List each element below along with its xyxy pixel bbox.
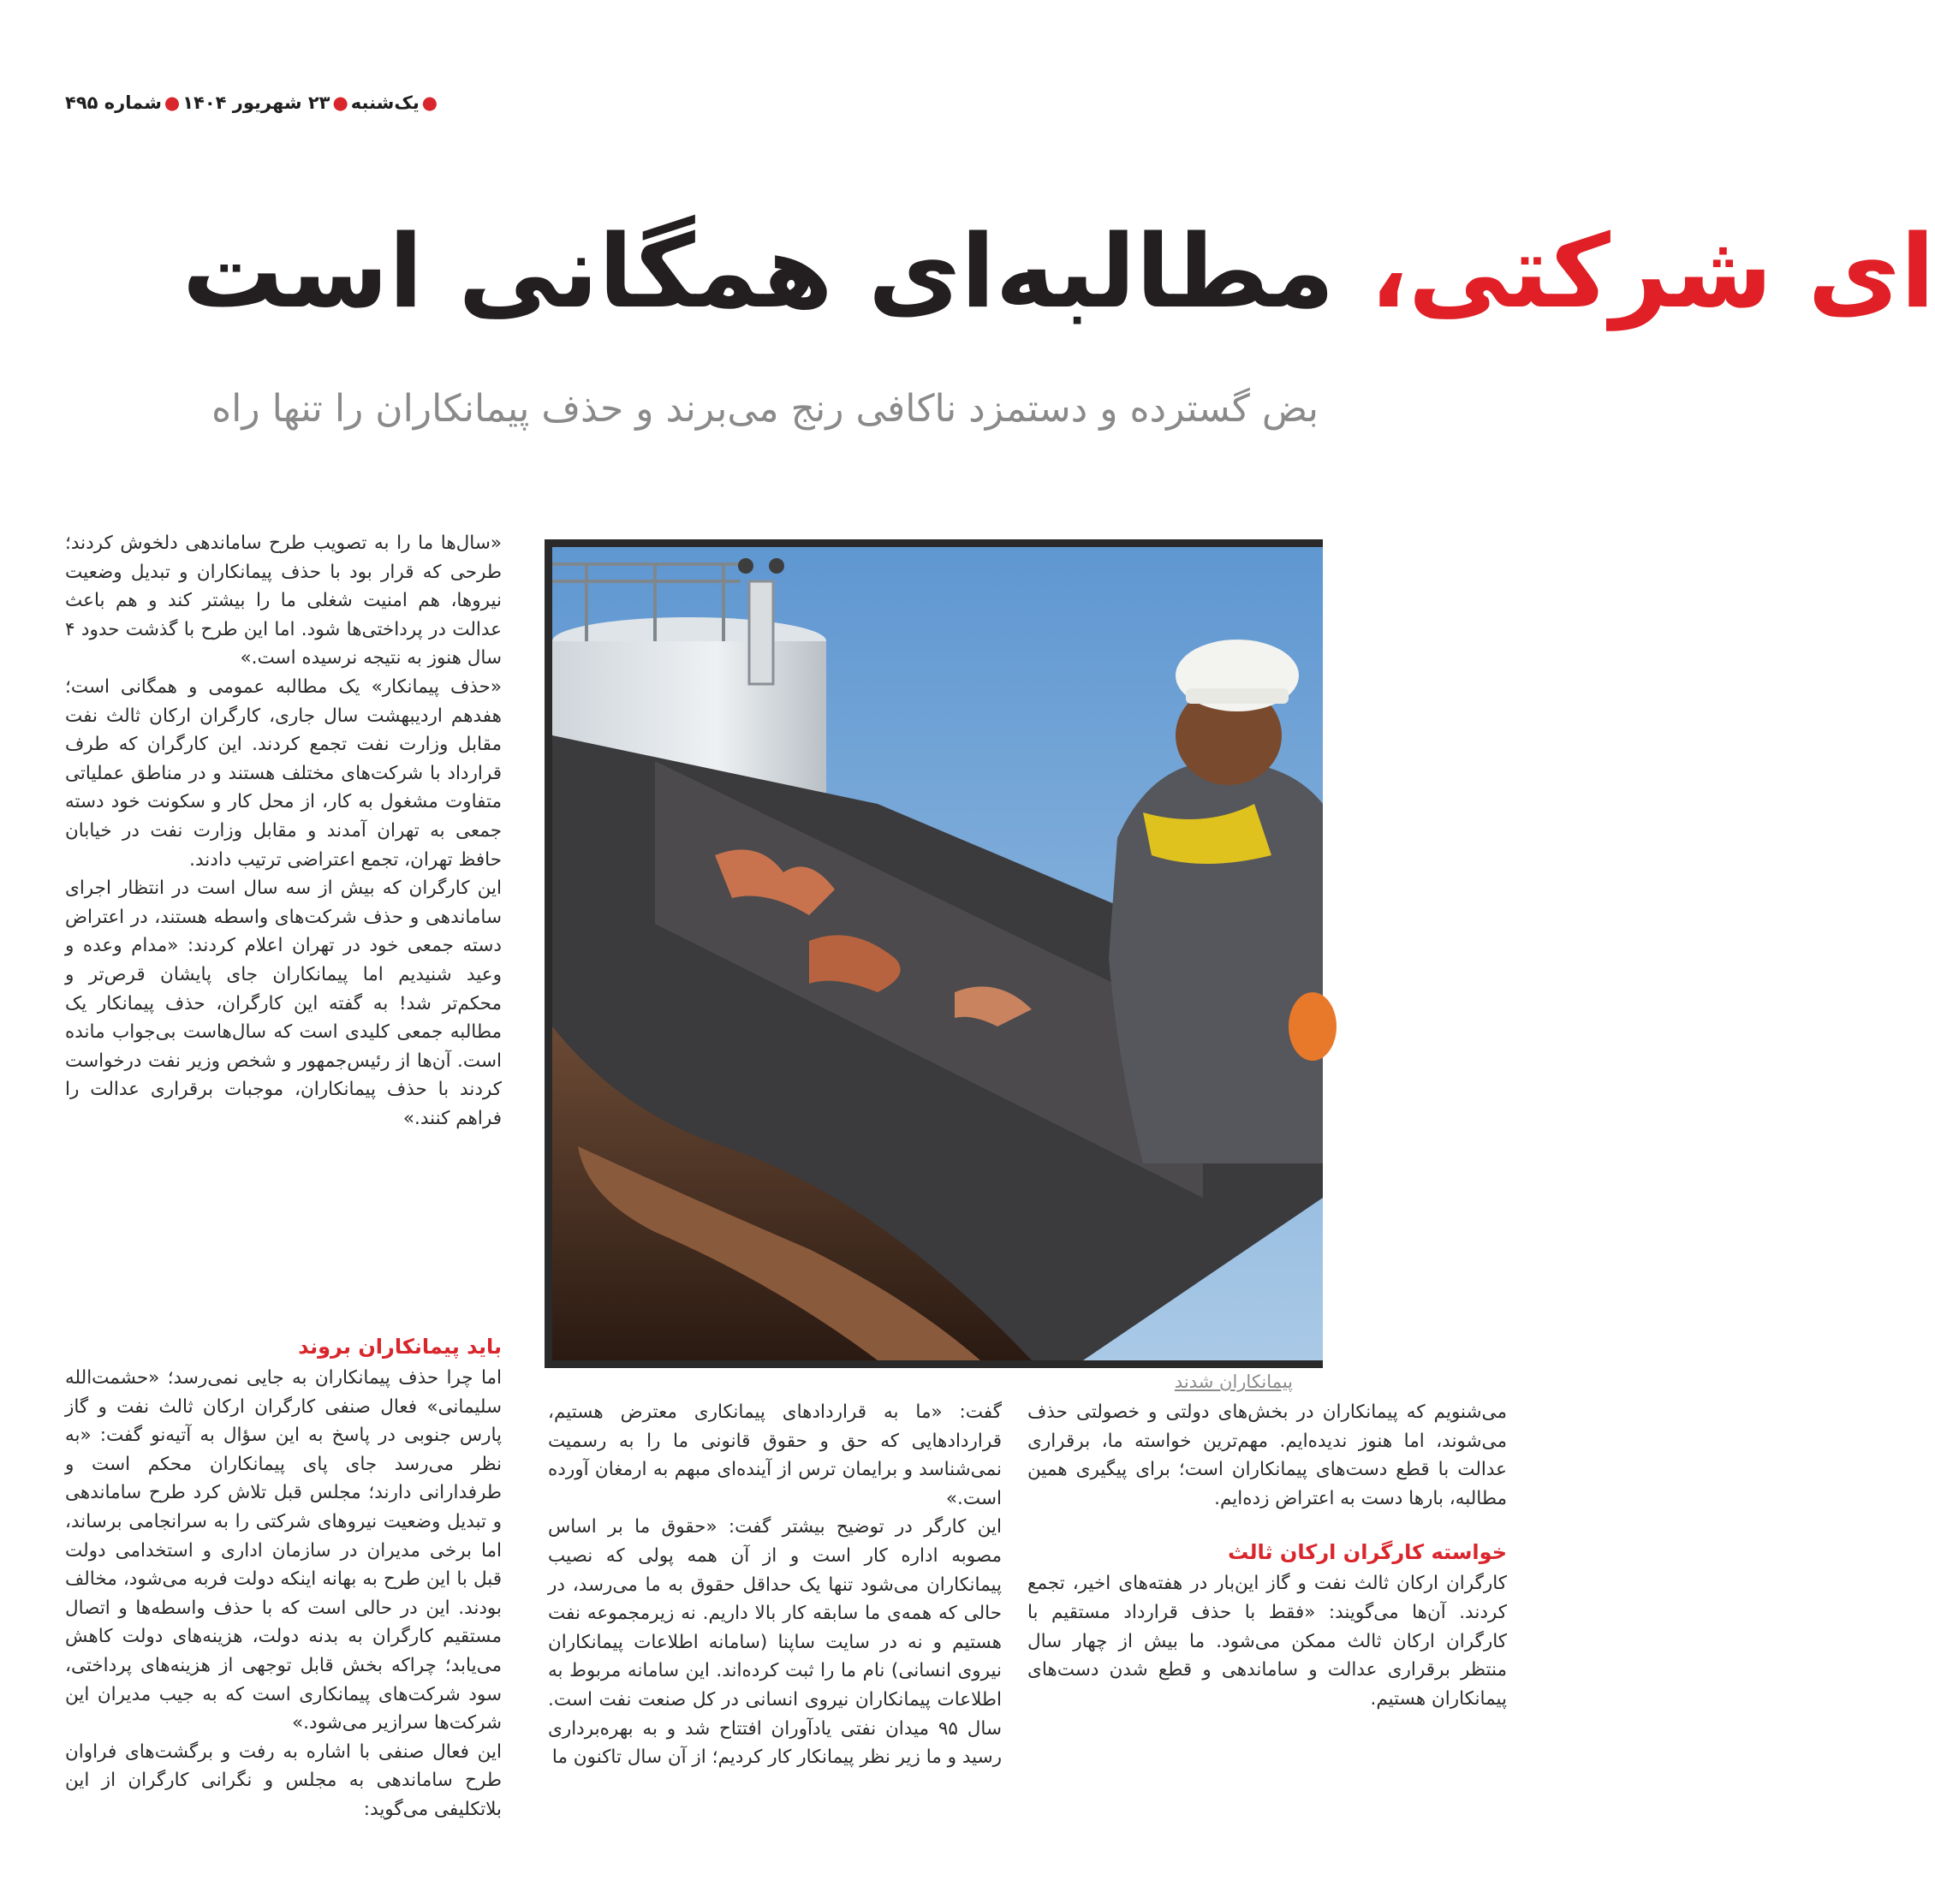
paragraph: کارگران ارکان ثالث نفت و گاز این‌بار در هفته‌های اخیر، تجمع کردند. آن‌ها می‌گویند: «فقط با حذف قرارداد مستقیم با کارگران ارکان ثالث ممکن می‌شود. ما بیش از چهار سال منتظر برقراری عدالت و ساماندهی و قطع شدن دست‌های پیمانکاران هستیم. <box>1027 1573 1507 1710</box>
article-column-right-bottom <box>65 1331 502 1824</box>
dateline-issue: شماره ۴۹۵ <box>65 92 162 113</box>
dateline <box>65 92 510 113</box>
paragraph: می‌شنویم که پیمانکاران در بخش‌های دولتی و خصولتی حذف می‌شوند، اما هنوز ندیده‌ایم. مهم‌ترین خواسته ما، برقراری عدالت با قطع دست‌های پیمانکاران است؛ برای پیگیری همین مطالبه، بارها دست به اعتراض زده‌ایم. <box>1027 1401 1507 1509</box>
subheadline: بض گسترده و دستمزد ناکافی رنج می‌برند و حذف پیمانکاران را تنها راه <box>211 387 1319 431</box>
paragraph: اما چرا حذف پیمانکاران به جایی نمی‌رسد؛ «حشمت‌الله سلیمانی» فعال صنفی کارگران ارکان ثالث نفت و گاز پارس جنوبی در پاسخ به این سؤال به آتیه‌نو گفت: «به نظر می‌رسد جای پای پیمانکاران محکم است و طرفدارانی دارند؛ مجلس قبل تلاش کرد طرح ساماندهی و تبدیل وضعیت نیروهای شرکتی را به سرانجامی برساند، اما برخی مدیران در سازمان اداری و استخدامی دولت قبل با این طرح به بهانه اینکه دولت فربه می‌شود، مخالف بودند. این در حالی است که با حذف واسطه‌ها و اتصال مستقیم کارگران به بدنه دولت، هزینه‌های دولت کاهش می‌یابد؛ چراکه بخش قابل توجهی از هزینه‌های پرداختی، سود شرکت‌های پیمانکاری است که به جیب مدیران این شرکت‌ها سرازیر می‌شود.» <box>65 1367 502 1734</box>
bullet-dot-icon: ● <box>421 92 438 113</box>
section-heading: خواسته کارگران ارکان ثالث <box>1228 1540 1507 1565</box>
photo-caption: پیمانکاران شدند <box>1174 1371 1293 1392</box>
paragraph: این کارگران که بیش از سه سال است در انتظار اجرای ساماندهی و حذف شرکت‌های واسطه هستند، در اعتراض دسته جمعی خود در تهران اعلام کردند: «مدام وعده و وعید شنیدیم اما پیمانکاران جای پایشان قرص‌تر و محکم‌تر شد! به گفته این کارگران، حذف پیمانکار یک مطالبه جمعی کلیدی است که سال‌هاست بی‌جواب مانده است. آن‌ها از رئیس‌جمهور و شخص وزیر نفت درخواست کردند با حذف پیمانکاران، موجبات برقراری عدالت را فراهم کنند.» <box>65 878 502 1129</box>
paragraph: «حذف پیمانکار» یک مطالبه عمومی و همگانی است؛ هفدهم اردیبهشت سال جاری، کارگران ارکان ثالث نفت مقابل وزارت نفت تجمع کردند. این کارگران که طرف قرارداد با شرکت‌های مختلف هستند و در مناطق عملیاتی متفاوت مشغول به کار، از محل کار و سکونت خود دسته جمعی به تهران آمدند و مقابل وزارت نفت در خیابان حافظ تهران، تجمع اعتراضی ترتیب دادند. <box>65 675 502 871</box>
article-column-right-top <box>65 529 502 1133</box>
dateline-date: ۲۳ شهریور ۱۴۰۴ <box>182 92 330 113</box>
headline <box>26 199 1935 344</box>
headline-red-part: ای شرکتی، <box>1369 212 1935 330</box>
headline-black-part: مطالبه‌ای همگانی است <box>182 212 1370 330</box>
paragraph: گفت: «ما به قراردادهای پیمانکاری معترض هستیم، قراردادهایی که حق و حقوق قانونی ما را به رسمیت نمی‌شناسد و برایمان ترس از آینده‌ای مبهم به ارمغان آورده است.» <box>548 1401 1002 1509</box>
section-heading: باید پیمانکاران بروند <box>298 1335 502 1359</box>
paragraph: «سال‌ها ما را به تصویب طرح ساماندهی دلخوش کردند؛ طرحی که قرار بود با حذف پیمانکاران و تبدیل وضعیت نیروها، هم امنیت شغلی ما را بیشتر کند و هم باعث عدالت در پرداختی‌ها شود. اما این طرح با گذشت حدود ۴ سال هنوز به نتیجه نرسیده است.» <box>65 533 502 669</box>
paragraph: این کارگر در توضیح بیشتر گفت: «حقوق ما بر اساس مصوبه اداره کار است و از آن همه پولی که نصیب پیمانکاران می‌شود تنها یک حداقل حقوق به ما می‌رسد، در حالی که همه‌ی ما سابقه کار بالا داریم. نه زیرمجموعه نفت هستیم و نه در سایت ساپنا (سامانه اطلاعات پیمانکاران نیروی انسانی) نام ما را ثبت کرده‌اند. این سامانه مربوط به اطلاعات پیمانکاران نیروی انسانی در کل صنعت نفت است. سال ۹۵ میدان نفتی یادآوران افتتاح شد و به بهره‌برداری رسید و ما زیر نظر پیمانکار کار کردیم؛ از آن سال تاکنون ما <box>548 1516 1002 1769</box>
photo-illustration <box>552 547 1323 1360</box>
dateline-day: یک‌شنبه <box>350 92 420 113</box>
article-column-left <box>1027 1398 1507 1713</box>
bullet-dot-icon: ● <box>164 92 181 113</box>
bullet-dot-icon: ● <box>332 92 348 113</box>
paragraph: این فعال صنفی با اشاره به رفت و برگشت‌های فراوان طرح ساماندهی به مجلس و نگرانی کارگران از این بلاتکلیفی می‌گوید: <box>65 1740 502 1820</box>
oil-worker-photo <box>545 539 1323 1368</box>
article-column-middle <box>548 1398 1002 1772</box>
